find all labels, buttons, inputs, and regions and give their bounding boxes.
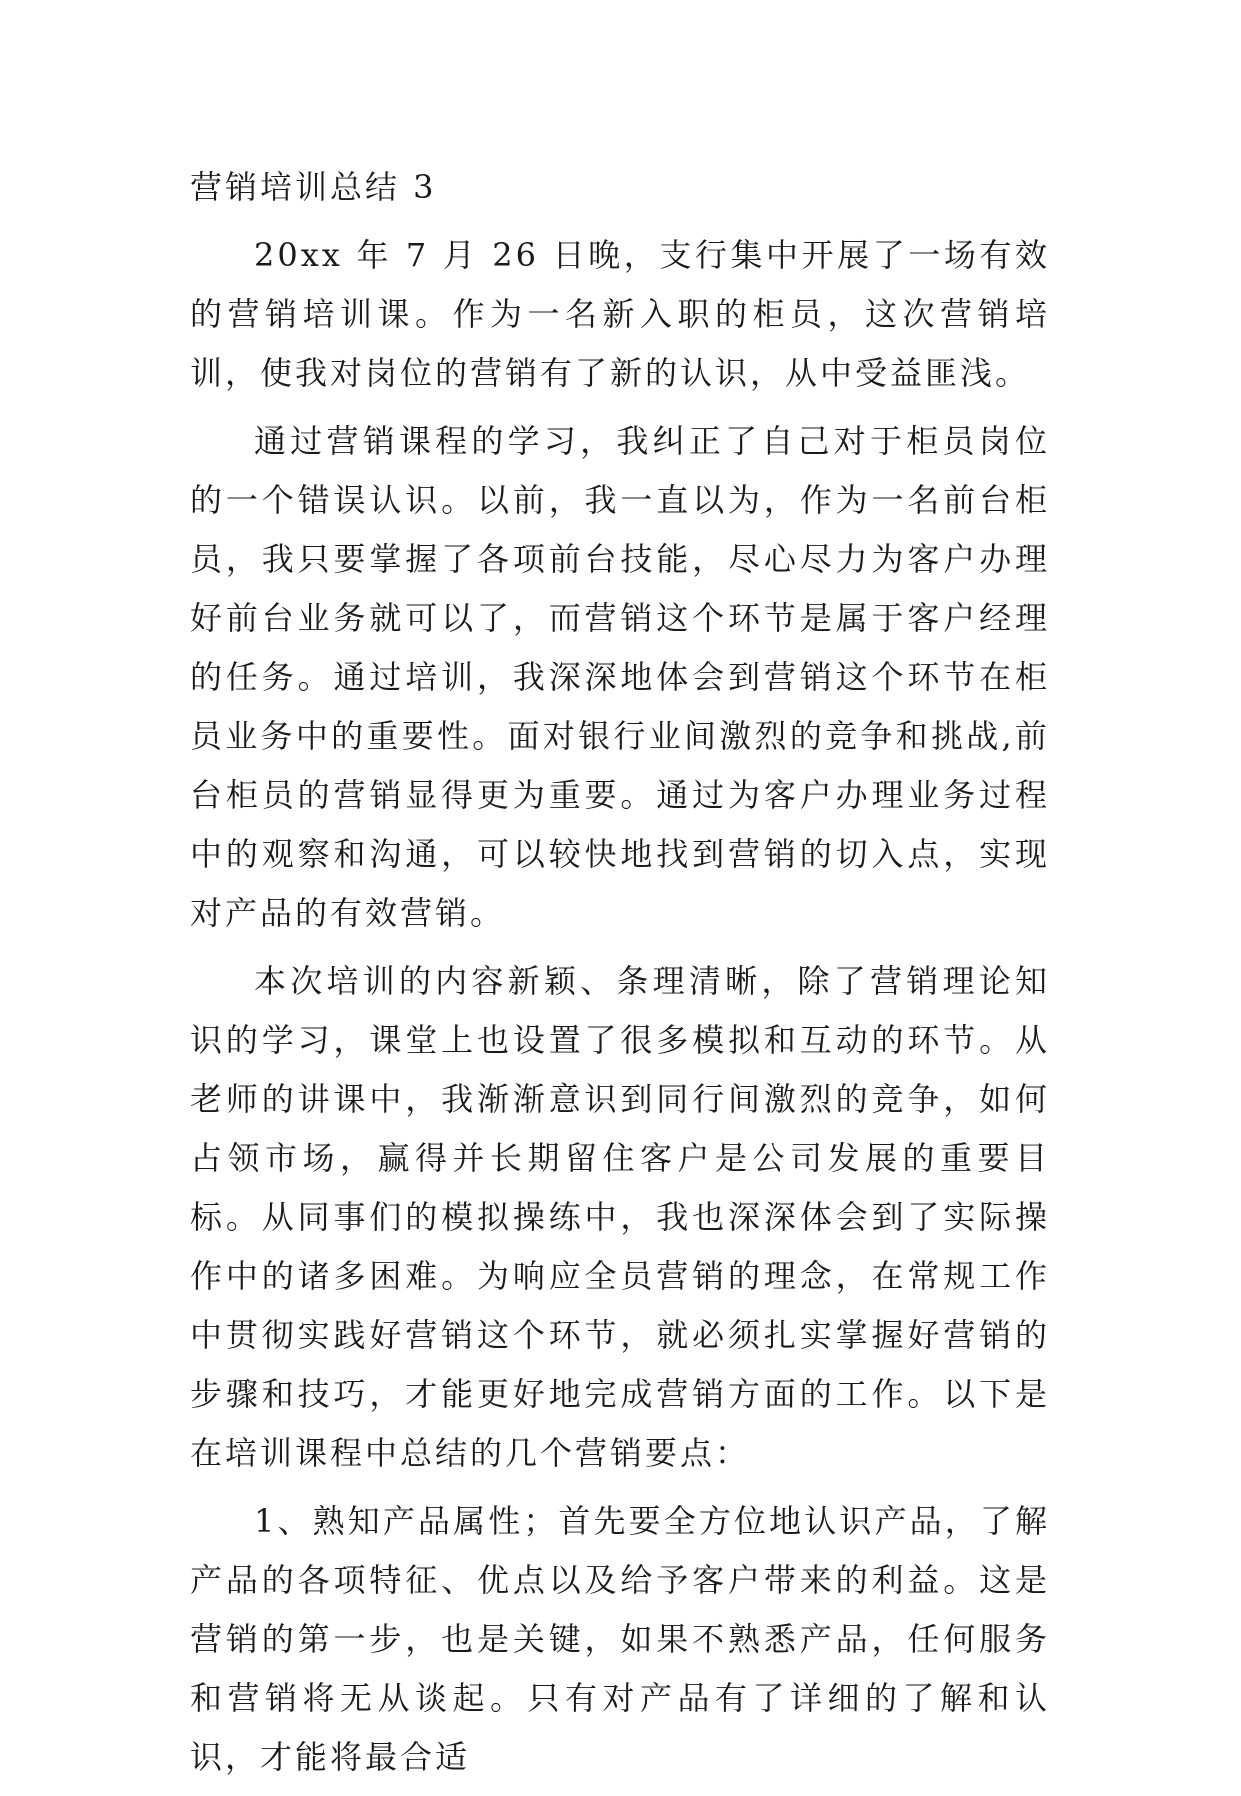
document-body bbox=[190, 158, 1050, 1796]
paragraph-intro: 20xx 年 7 月 26 日晚，支行集中开展了一场有效的营销培训课。作为一名新入职的柜员，这次营销培训，使我对岗位的营销有了新的认识，从中受益匪浅。 bbox=[190, 236, 1050, 392]
paragraph-point-1: 1、熟知产品属性；首先要全方位地认识产品，了解产品的各项特征、优点以及给予客户带来的利益。这是营销的第一步，也是关键，如果不熟悉产品，任何服务和营销将无从谈起。只有对产品有了详细的了解和认识，才能将最合适 bbox=[190, 1502, 1050, 1776]
document-title: 营销培训总结 3 bbox=[190, 168, 437, 206]
paragraph-learning: 通过营销课程的学习，我纠正了自己对于柜员岗位的一个错误认识。以前，我一直以为，作为一名前台柜员，我只要掌握了各项前台技能，尽心尽力为客户办理好前台业务就可以了，而营销这个环节是属于客户经理的任务。通过培训，我深深地体会到营销这个环节在柜员业务中的重要性。面对银行业间激烈的竞争和挑战,前台柜员的营销显得更为重要。通过为客户办理业务过程中的观察和沟通，可以较快地找到营销的切入点，实现对产品的有效营销。 bbox=[190, 422, 1050, 932]
paragraph-training-content: 本次培训的内容新颖、条理清晰，除了营销理论知识的学习，课堂上也设置了很多模拟和互动的环节。从老师的讲课中，我渐渐意识到同行间激烈的竞争，如何占领市场，赢得并长期留住客户是公司发展的重要目标。从同事们的模拟操练中，我也深深体会到了实际操作中的诸多困难。为响应全员营销的理念，在常规工作中贯彻实践好营销这个环节，就必须扎实掌握好营销的步骤和技巧，才能更好地完成营销方面的工作。以下是在培训课程中总结的几个营销要点： bbox=[190, 962, 1050, 1472]
